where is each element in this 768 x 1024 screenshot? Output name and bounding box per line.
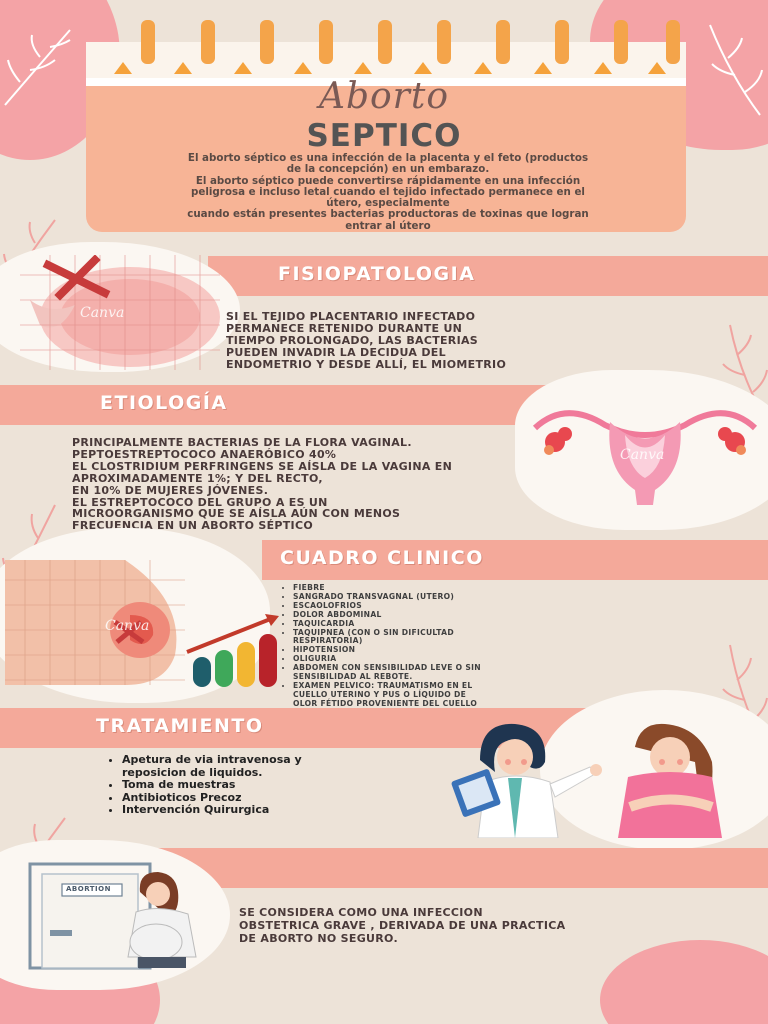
list-item: • ABDOMEN CON SENSIBILIDAD LEVE O SIN SENSIBILIDAD AL REBOTE.	[293, 664, 493, 682]
section-title-cuadro: CUADRO CLINICO	[280, 547, 484, 569]
calendar-ring	[496, 20, 510, 64]
text-line: PRINCIPALMENTE BACTERIAS DE LA FLORA VAGINAL.	[72, 436, 412, 449]
etiologia-band	[0, 385, 600, 425]
etiologia-text	[72, 437, 452, 532]
list-item: • SANGRADO TRANSVAGNAL (UTERO)	[293, 593, 493, 602]
text-line: APROXIMADAMENTE 1%; Y DEL RECTO,	[72, 471, 323, 485]
list-item: • FIEBRE	[293, 584, 493, 593]
section-title-tratamiento: TRATAMIENTO	[96, 715, 264, 737]
fisiopatologia-text	[226, 311, 506, 371]
list-item: • HIPOTENSION	[293, 646, 493, 655]
doctor-and-patient-illustration-icon	[450, 722, 730, 838]
calendar-ring	[614, 20, 628, 64]
text-line: SE CONSIDERA COMO UNA INFECCION	[239, 906, 483, 919]
calendar-notch	[294, 62, 312, 74]
calendar-ring	[378, 20, 392, 64]
text-line: FRECUENCIA EN UN ABORTO SÉPTICO	[72, 519, 313, 533]
calendar-notch	[354, 62, 372, 74]
watermark: Canva	[620, 447, 665, 463]
text-line: PEPTOESTREPTOCOCO ANAERÓBICO 40%	[72, 447, 337, 461]
calendar-ring	[555, 20, 569, 64]
calendar-ring	[260, 20, 274, 64]
calendar-ring	[201, 20, 215, 64]
list-item: • TAQUIPNEA (CON O SIN DIFICULTAD RESPIRATORIA)	[293, 629, 493, 647]
section-title-etiologia: ETIOLOGÍA	[100, 392, 228, 414]
calendar-ring	[141, 20, 155, 64]
calendar-notch	[174, 62, 192, 74]
calendar-notch	[414, 62, 432, 74]
calendar-ring	[437, 20, 451, 64]
watermark: Canva	[105, 618, 150, 634]
door-sign: ABORTION	[66, 885, 111, 893]
text-line: PERMANECE RETENIDO DURANTE UN	[226, 322, 463, 335]
text-line: DE ABORTO NO SEGURO.	[239, 932, 398, 945]
clinic-door-illustration-icon	[28, 862, 218, 970]
list-item: • OLIGURIA	[293, 655, 493, 664]
list-item: • DOLOR ABDOMINAL	[293, 611, 493, 620]
intro-line: El aborto séptico puede convertirse rápidamente en una infección	[195, 174, 581, 187]
watermark: Canva	[80, 305, 125, 321]
intro-line: útero, especialmente	[326, 197, 450, 210]
bar-growth-icon	[185, 612, 280, 688]
cuadro-list	[293, 584, 493, 718]
text-line: EL ESTREPTOCOCO DEL GRUPO A ES UN	[72, 495, 328, 509]
pregnant-belly-illustration-icon	[5, 560, 185, 685]
calendar-notch	[474, 62, 492, 74]
text-line: PUEDEN INVADIR LA DECIDUA DEL	[226, 346, 446, 359]
intro-text	[130, 153, 646, 232]
calendar-notch	[648, 62, 666, 74]
tratamiento-list	[122, 754, 352, 817]
text-line: EN 10% DE MUJERES JÓVENES.	[72, 483, 269, 497]
conclusion-text	[239, 906, 565, 945]
calendar-notch	[234, 62, 252, 74]
intro-line: peligrosa e incluso letal cuando el tejido infectado permanece en el	[191, 185, 585, 198]
intro-line: cuando están presentes bacterias productoras de toxinas que logran	[187, 208, 589, 221]
list-item: • Apeturа de via intravenosa y reposicion de liquidos.	[122, 754, 352, 779]
calendar-notch	[594, 62, 612, 74]
calendar-ring	[319, 20, 333, 64]
calendar-notch	[534, 62, 552, 74]
title-script: Aborto	[318, 76, 450, 117]
list-item: • Toma de muestras	[122, 779, 352, 792]
intro-line: de la concepción) en un embarazo.	[286, 163, 490, 176]
list-item: • Antibioticos Precoz	[122, 792, 352, 805]
section-title-fisiopatologia: FISIOPATOLOGIA	[278, 263, 476, 285]
list-item: • Intervención Quirurgica	[122, 804, 352, 817]
list-item: • ESCAOLOFRIOS	[293, 602, 493, 611]
intro-line: entrar al útero	[345, 219, 431, 232]
list-item: • EXAMEN PELVICO: TRAUMATISMO EN EL CUELLO UTERINO Y PUS O LÍQUIDO DE OLOR FÉTIDO PROVENIENTE DEL CUELLO	[293, 682, 493, 718]
pink-blob-bottom-right	[600, 940, 768, 1024]
text-line: EL CLOSTRIDIUM PERFRINGENS SE AÍSLA DE LA VAGINA EN	[72, 459, 453, 473]
list-item: • TAQUICARDIA	[293, 620, 493, 629]
text-line: MICROORGANISMO QUE SE AÍSLA AÚN CON MENOS	[72, 507, 401, 521]
page-title: SEPTICO	[306, 118, 462, 154]
conclusion-band	[152, 848, 768, 888]
text-line: ENDOMETRIO Y DESDE ALLÍ, EL MIOMETRIO	[226, 358, 507, 371]
calendar-ring	[666, 20, 680, 64]
text-line: TIEMPO PROLONGADO, LAS BACTERIAS	[226, 334, 479, 347]
calendar-notch	[114, 62, 132, 74]
intro-line: El aborto séptico es una infección de la placenta y el feto (productos	[187, 152, 589, 164]
text-line: SI EL TEJIDO PLACENTARIO INFECTADO	[226, 310, 476, 323]
text-line: OBSTETRICA GRAVE , DERIVADA DE UNA PRACTICA	[239, 919, 566, 932]
